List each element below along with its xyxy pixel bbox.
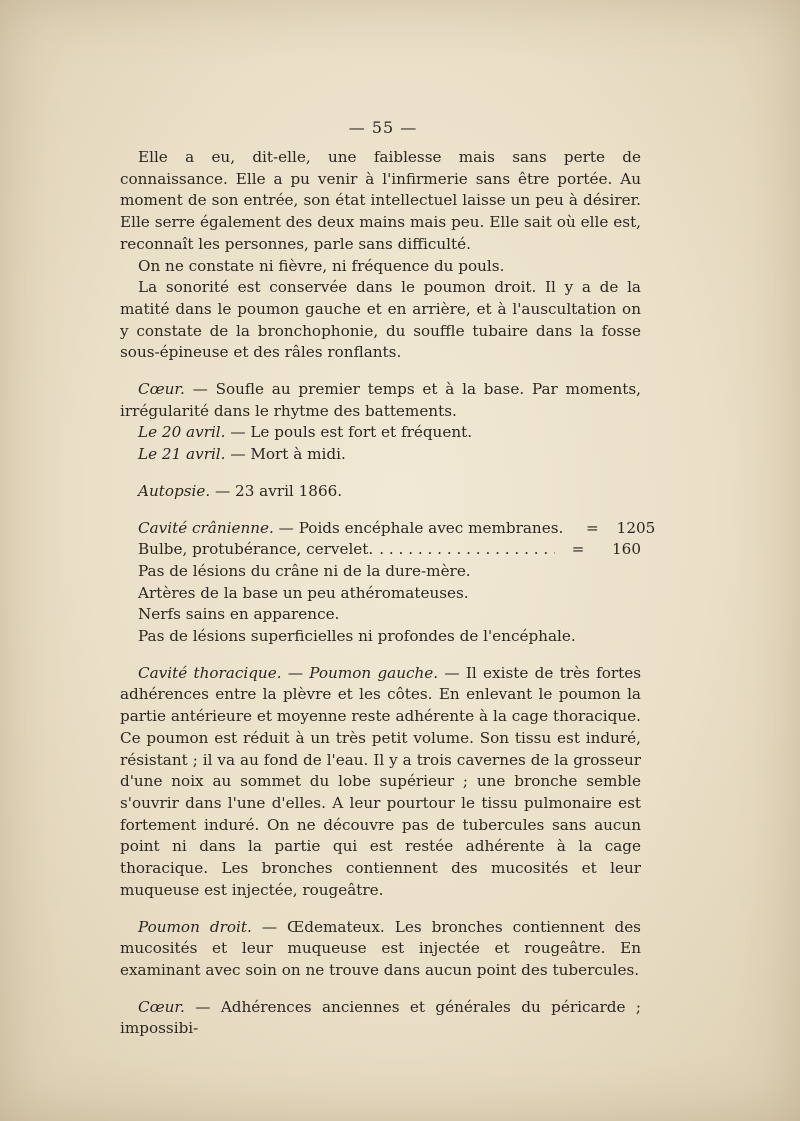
bulbe-weight: 160: [612, 540, 641, 559]
page-number: — 55 —: [348, 118, 418, 137]
april-21-text: — Mort à midi.: [225, 445, 346, 464]
cranial-cavity-label: Cavité crânienne.: [138, 518, 274, 537]
autopsy-date: — 23 avril 1866.: [210, 481, 343, 500]
paragraph-encephale: Pas de lésions superficielles ni profondes de l'encéphale.: [138, 627, 576, 646]
autopsy-label: Autopsie.: [138, 481, 211, 500]
heart-text: — Soufle au premier temps et à la base. Par moments, irrégularité dans le rhytme des battements.: [120, 380, 641, 420]
april-20-text: — Le pouls est fort et fréquent.: [225, 423, 473, 442]
equals-sign: =: [571, 540, 585, 559]
heart-label: Cœur.: [138, 380, 185, 399]
right-lung-label: Poumon droit.: [138, 917, 252, 936]
paragraph-nerves: Nerfs sains en apparence.: [138, 605, 340, 624]
measurement-row-bulbe: [120, 539, 641, 561]
paragraph-skull: Pas de lésions du crâne ni de la dure-mère.: [138, 561, 471, 580]
paragraph-left-lung: [120, 663, 641, 902]
paragraph-april-21: [120, 444, 641, 466]
heart-autopsy-label: Cœur.: [138, 997, 185, 1016]
heart-autopsy-text: — Adhérences anciennes et générales du péricarde ; impossibi-: [120, 997, 641, 1038]
thoracic-cavity-label: Cavité thoracique. — Poumon gauche.: [138, 663, 439, 682]
april-20-label: Le 20 avril.: [138, 423, 226, 442]
paragraph-admission: Elle a eu, dit-elle, une faiblesse mais sans perte de connaissance. Elle a pu venir à l'infirmerie sans être portée. Au moment de son entrée, son état intellectuel laisse un peu à désirer. Elle serre également des deux mains mais peu. Elle sait où elle est, reconnaît les personnes, parle sans difficulté.: [120, 148, 641, 253]
paragraph-right-lung: [120, 917, 641, 982]
right-lung-text: — Œdemateux. Les bronches contiennent des mucosités et leur muqueuse est injectée et rougeâtre. En examinant avec soin on ne trouve dans aucun point des tubercules.: [120, 917, 641, 979]
leader-dots: [379, 539, 555, 561]
paragraph-heart-autopsy: [120, 997, 641, 1040]
encephale-weight: 1205: [616, 518, 656, 537]
paragraph-heart: [120, 379, 641, 422]
april-21-label: Le 21 avril.: [138, 445, 226, 464]
paragraph-no-fever: On ne constate ni fièvre, ni fréquence du pouls.: [138, 256, 505, 275]
bulbe-label: Bulbe, protubérance, cervelet.: [138, 540, 374, 559]
left-lung-text: — Il existe de très fortes adhérences entre la plèvre et les côtes. En enlevant le poumon la partie antérieure et moyenne reste adhérente à la cage thoracique. Ce poumon est réduit à un très petit volume. Son tissu est induré, résistant ; il va au fond de l'eau. Il y a trois cavernes de la grosseur d'une noix au sommet du lobe supérieur ; une bronche semble s'ouvrir dans l'une d'elles. A leur pourtour le tissu pulmonaire est fortement induré. On ne découvre pas de tubercules sans aucun point ni dans la partie qui est restée adhérente à la cage thoracique. Les bronches contiennent des mucosités et leur muqueuse est injectée, rougeâtre.: [120, 663, 641, 899]
paragraph-arteries: Artères de la base un peu athéromateuses.: [138, 583, 469, 602]
paragraph-lungs: La sonorité est conservée dans le poumon droit. Il y a de la matité dans le poumon gauche et en arrière, et à l'auscultation on y constate de la bronchophonie, du souffle tubaire dans la fosse sous-épineuse et des râles ronflants.: [120, 278, 641, 362]
paragraph-april-20: [120, 422, 641, 444]
measurement-row-encephale: [120, 518, 656, 540]
equals-sign: =: [585, 518, 599, 537]
encephale-label: — Poids encéphale avec membranes.: [273, 518, 564, 537]
paragraph-autopsy: [120, 481, 641, 503]
page-body: [120, 147, 656, 1040]
